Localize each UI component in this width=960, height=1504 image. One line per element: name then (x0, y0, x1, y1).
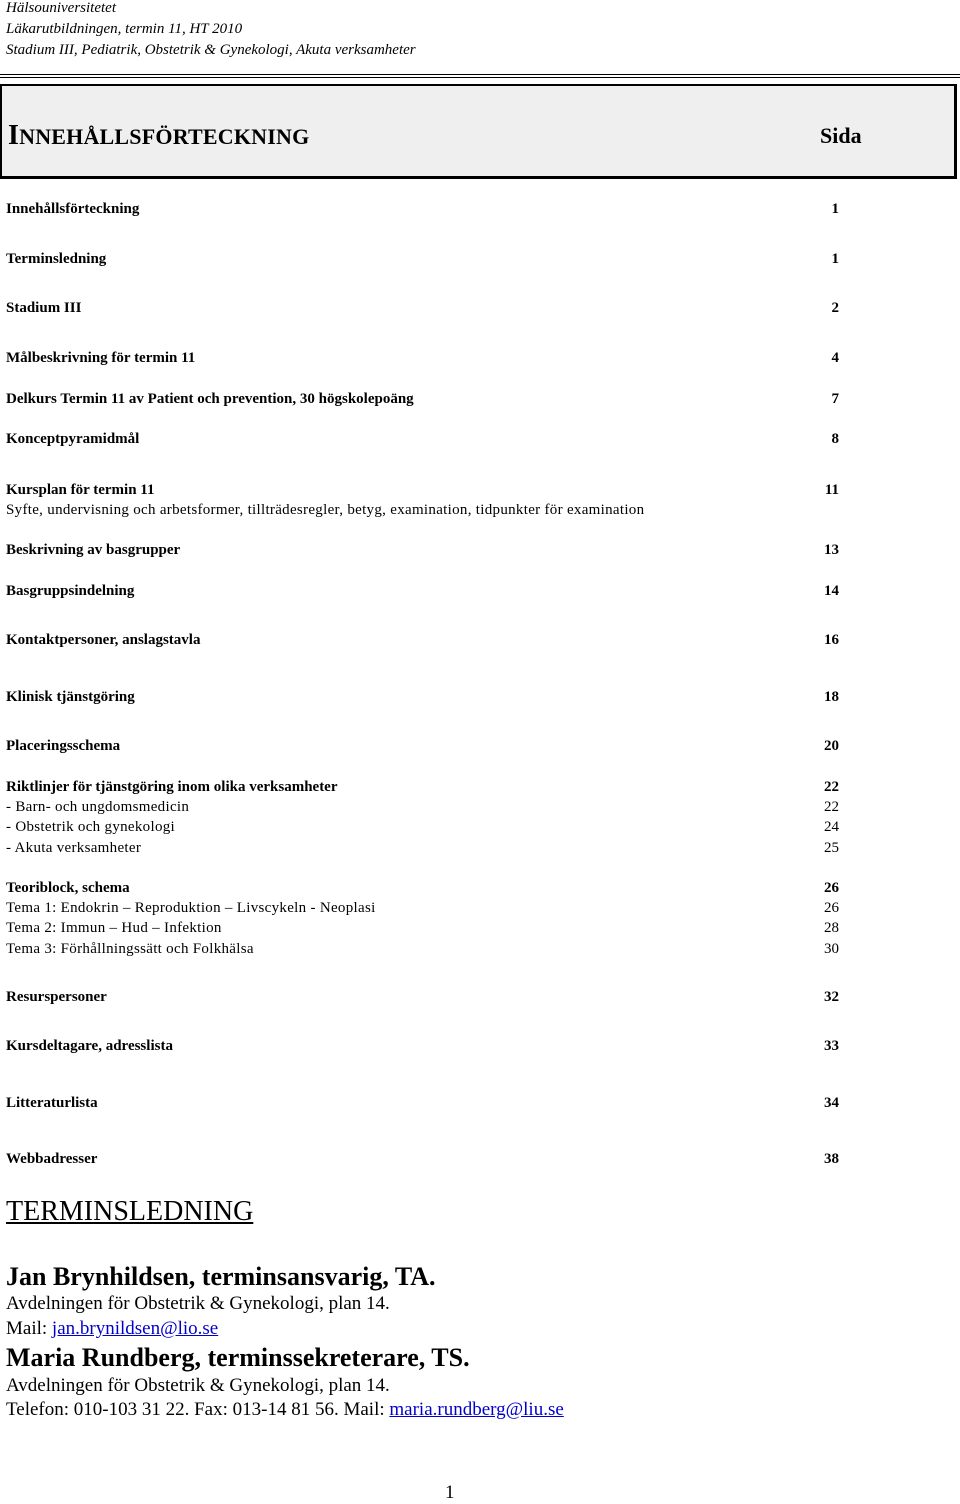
header-rule-2 (0, 77, 960, 78)
page-number: 1 (445, 1482, 455, 1503)
toc-entry-page: 33 (824, 1038, 839, 1054)
toc-entry-page: 20 (824, 738, 839, 754)
person-department: Avdelningen för Obstetrik & Gynekologi, plan 14. (6, 1375, 390, 1396)
toc-entry-page: 7 (831, 391, 839, 407)
toc-subentry-label: Tema 2: Immun – Hud – Infektion (6, 920, 222, 936)
toc-subentry-page: 22 (824, 799, 839, 815)
toc-entry-label: Konceptpyramidmål (6, 431, 140, 447)
toc-entry-label: Webbadresser (6, 1151, 98, 1167)
header-institution: Hälsouniversitetet (6, 0, 116, 16)
toc-subentry-page: 25 (824, 840, 839, 856)
email-link[interactable]: maria.rundberg@liu.se (389, 1399, 564, 1420)
toc-entry-page: 13 (824, 542, 839, 558)
toc-entry-label: Kontaktpersoner, anslagstavla (6, 632, 201, 648)
toc-entry-label: Teoriblock, schema (6, 880, 130, 896)
toc-entry-page: 11 (824, 482, 839, 498)
header-program: Läkarutbildningen, termin 11, HT 2010 (6, 21, 243, 37)
toc-subentry-label: Tema 3: Förhållningssätt och Folkhälsa (6, 941, 254, 957)
person-name: Jan Brynhildsen, terminsansvarig, TA. (6, 1262, 436, 1291)
toc-entry-label: Kursplan för termin 11 (6, 482, 155, 498)
toc-entry-page: 18 (824, 689, 839, 705)
toc-title (8, 120, 309, 152)
toc-subentry-page: 24 (824, 819, 839, 835)
toc-entry-page: 16 (824, 632, 839, 648)
toc-entry-label: Resurspersoner (6, 989, 107, 1005)
toc-entry-label: Placeringsschema (6, 738, 121, 754)
toc-entry-label: Stadium III (6, 300, 82, 316)
toc-entry-label: Terminsledning (6, 251, 107, 267)
toc-title-initial: I (8, 120, 20, 151)
toc-entry-label: Litteraturlista (6, 1095, 98, 1111)
toc-entry-page: 26 (824, 880, 839, 896)
toc-subentry-label: - Obstetrik och gynekologi (6, 819, 176, 835)
toc-subentry-page: 26 (824, 900, 839, 916)
header-course: Stadium III, Pediatrik, Obstetrik & Gynekologi, Akuta verksamheter (6, 42, 416, 58)
person-mail-line (6, 1318, 218, 1340)
contact-prefix: Telefon: 010-103 31 22. Fax: 013-14 81 56. Mail: (6, 1399, 390, 1420)
toc-entry-page: 8 (831, 431, 839, 447)
toc-subentry-label: Syfte, undervisning och arbetsformer, tillträdesregler, betyg, examination, tidpunkter för examination (6, 502, 645, 518)
toc-title-rest: NNEHÅLLSFÖRTECKNING (19, 124, 310, 149)
header-rule (0, 74, 960, 75)
toc-title-box (0, 84, 957, 179)
section-heading-terminsledning: TERMINSLEDNING (6, 1196, 254, 1227)
toc-entry-page: 2 (831, 300, 839, 316)
email-link[interactable]: jan.brynildsen@lio.se (51, 1318, 219, 1339)
toc-entry-label: Innehållsförteckning (6, 201, 140, 217)
toc-subentry-label: - Akuta verksamheter (6, 840, 142, 856)
toc-entry-label: Klinisk tjänstgöring (6, 689, 135, 705)
toc-entry-page: 34 (824, 1095, 839, 1111)
toc-entry-page: 4 (831, 350, 839, 366)
toc-subentry-label: Tema 1: Endokrin – Reproduktion – Livscykeln - Neoplasi (6, 900, 376, 916)
toc-entry-page: 14 (824, 583, 839, 599)
toc-entry-label: Målbeskrivning för termin 11 (6, 350, 196, 366)
toc-subentry-page: 28 (824, 920, 839, 936)
person-contact-line (6, 1399, 564, 1421)
toc-entry-page: 38 (824, 1151, 839, 1167)
person-name: Maria Rundberg, terminssekreterare, TS. (6, 1343, 470, 1372)
toc-entry-label: Delkurs Termin 11 av Patient och prevention, 30 högskolepoäng (6, 391, 414, 407)
toc-page-label: Sida (820, 123, 862, 148)
toc-entry-page: 32 (824, 989, 839, 1005)
mail-prefix: Mail: (6, 1318, 52, 1339)
toc-entry-page: 1 (831, 201, 839, 217)
toc-entry-label: Beskrivning av basgrupper (6, 542, 181, 558)
person-department: Avdelningen för Obstetrik & Gynekologi, plan 14. (6, 1293, 390, 1314)
toc-entry-label: Basgruppsindelning (6, 583, 135, 599)
toc-subentry-label: - Barn- och ungdomsmedicin (6, 799, 190, 815)
toc-entry-page: 1 (831, 251, 839, 267)
toc-entry-label: Kursdeltagare, adresslista (6, 1038, 173, 1054)
toc-subentry-page: 30 (824, 941, 839, 957)
toc-entry-page: 22 (824, 779, 839, 795)
toc-entry-label: Riktlinjer för tjänstgöring inom olika verksamheter (6, 779, 338, 795)
